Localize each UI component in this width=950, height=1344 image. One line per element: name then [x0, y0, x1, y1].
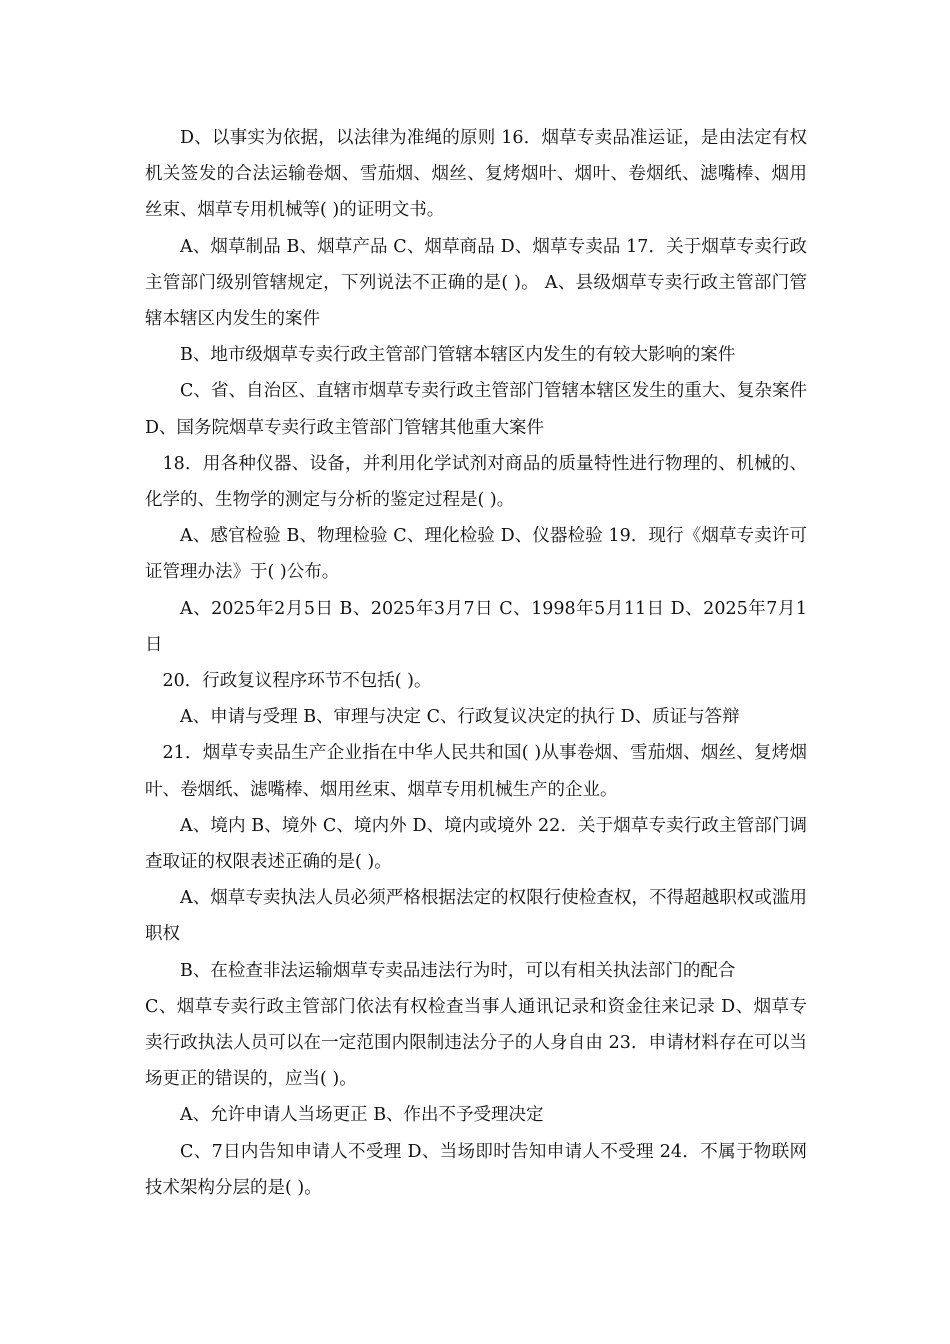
paragraph-13: B、在检查非法运输烟草专卖品违法行为时，可以有相关执法部门的配合: [180, 960, 736, 981]
paragraph-8: 20．行政复议程序环节不包括( )。: [162, 671, 432, 692]
paragraph-5: 18．用各种仪器、设备，并利用化学试剂对商品的质量特性进行物理的、机械的、化学的、生物学的测定与分析的鉴定过程是( )。: [145, 453, 807, 511]
paragraph-16: C、7日内告知申请人不受理 D、当场即时告知申请人不受理 24．不属于物联网技术架构分层的是( )。: [145, 1141, 807, 1198]
paragraph-3: B、地市级烟草专卖行政主管部门管辖本辖区内发生的有较大影响的案件: [180, 345, 736, 366]
document-page: [145, 120, 807, 1206]
paragraph-2: A、烟草制品 B、烟草产品 C、烟草商品 D、烟草专卖品 17．关于烟草专卖行政主管部门级别管辖规定，下列说法不正确的是( )。 A、县级烟草专卖行政主管部门管辖本辖区内发生的案件: [145, 236, 807, 330]
paragraph-4: C、省、自治区、直辖市烟草专卖行政主管部门管辖本辖区发生的重大、复杂案件 D、国务院烟草专卖行政主管部门管辖其他重大案件: [145, 381, 807, 438]
paragraph-11: A、境内 B、境外 C、境内外 D、境内或境外 22．关于烟草专卖行政主管部门调查取证的权限表述正确的是( )。: [145, 815, 807, 873]
paragraph-14: C、烟草专卖行政主管部门依法有权检查当事人通讯记录和资金往来记录 D、烟草专卖行政执法人员可以在一定范围内限制违法分子的人身自由 23．申请材料存在可以当场更正的错误的，应当( )。: [145, 996, 807, 1090]
paragraph-6: A、感官检验 B、物理检验 C、理化检验 D、仪器检验 19．现行《烟草专卖许可证管理办法》于( )公布。: [145, 526, 807, 583]
paragraph-15: A、允许申请人当场更正 B、作出不予受理决定: [180, 1105, 544, 1126]
paragraph-1: D、以事实为依据，以法律为准绳的原则 16．烟草专卖品准运证，是由法定有权机关签发的合法运输卷烟、雪茄烟、烟丝、复烤烟叶、烟叶、卷烟纸、滤嘴棒、烟用丝束、烟草专用机械等( )的证明文书。: [145, 128, 807, 221]
paragraph-7: A、2025年2月5日 B、2025年3月7日 C、1998年5月11日 D、2025年7月1日: [145, 598, 807, 655]
paragraph-9: A、申请与受理 B、审理与决定 C、行政复议决定的执行 D、质证与答辩: [180, 707, 740, 728]
paragraph-12: A、烟草专卖执法人员必须严格根据法定的权限行使检查权，不得超越职权或滥用职权: [145, 888, 807, 945]
paragraph-10: 21．烟草专卖品生产企业指在中华人民共和国( )从事卷烟、雪茄烟、烟丝、复烤烟叶、卷烟纸、滤嘴棒、烟用丝束、烟草专用机械生产的企业。: [145, 743, 807, 800]
